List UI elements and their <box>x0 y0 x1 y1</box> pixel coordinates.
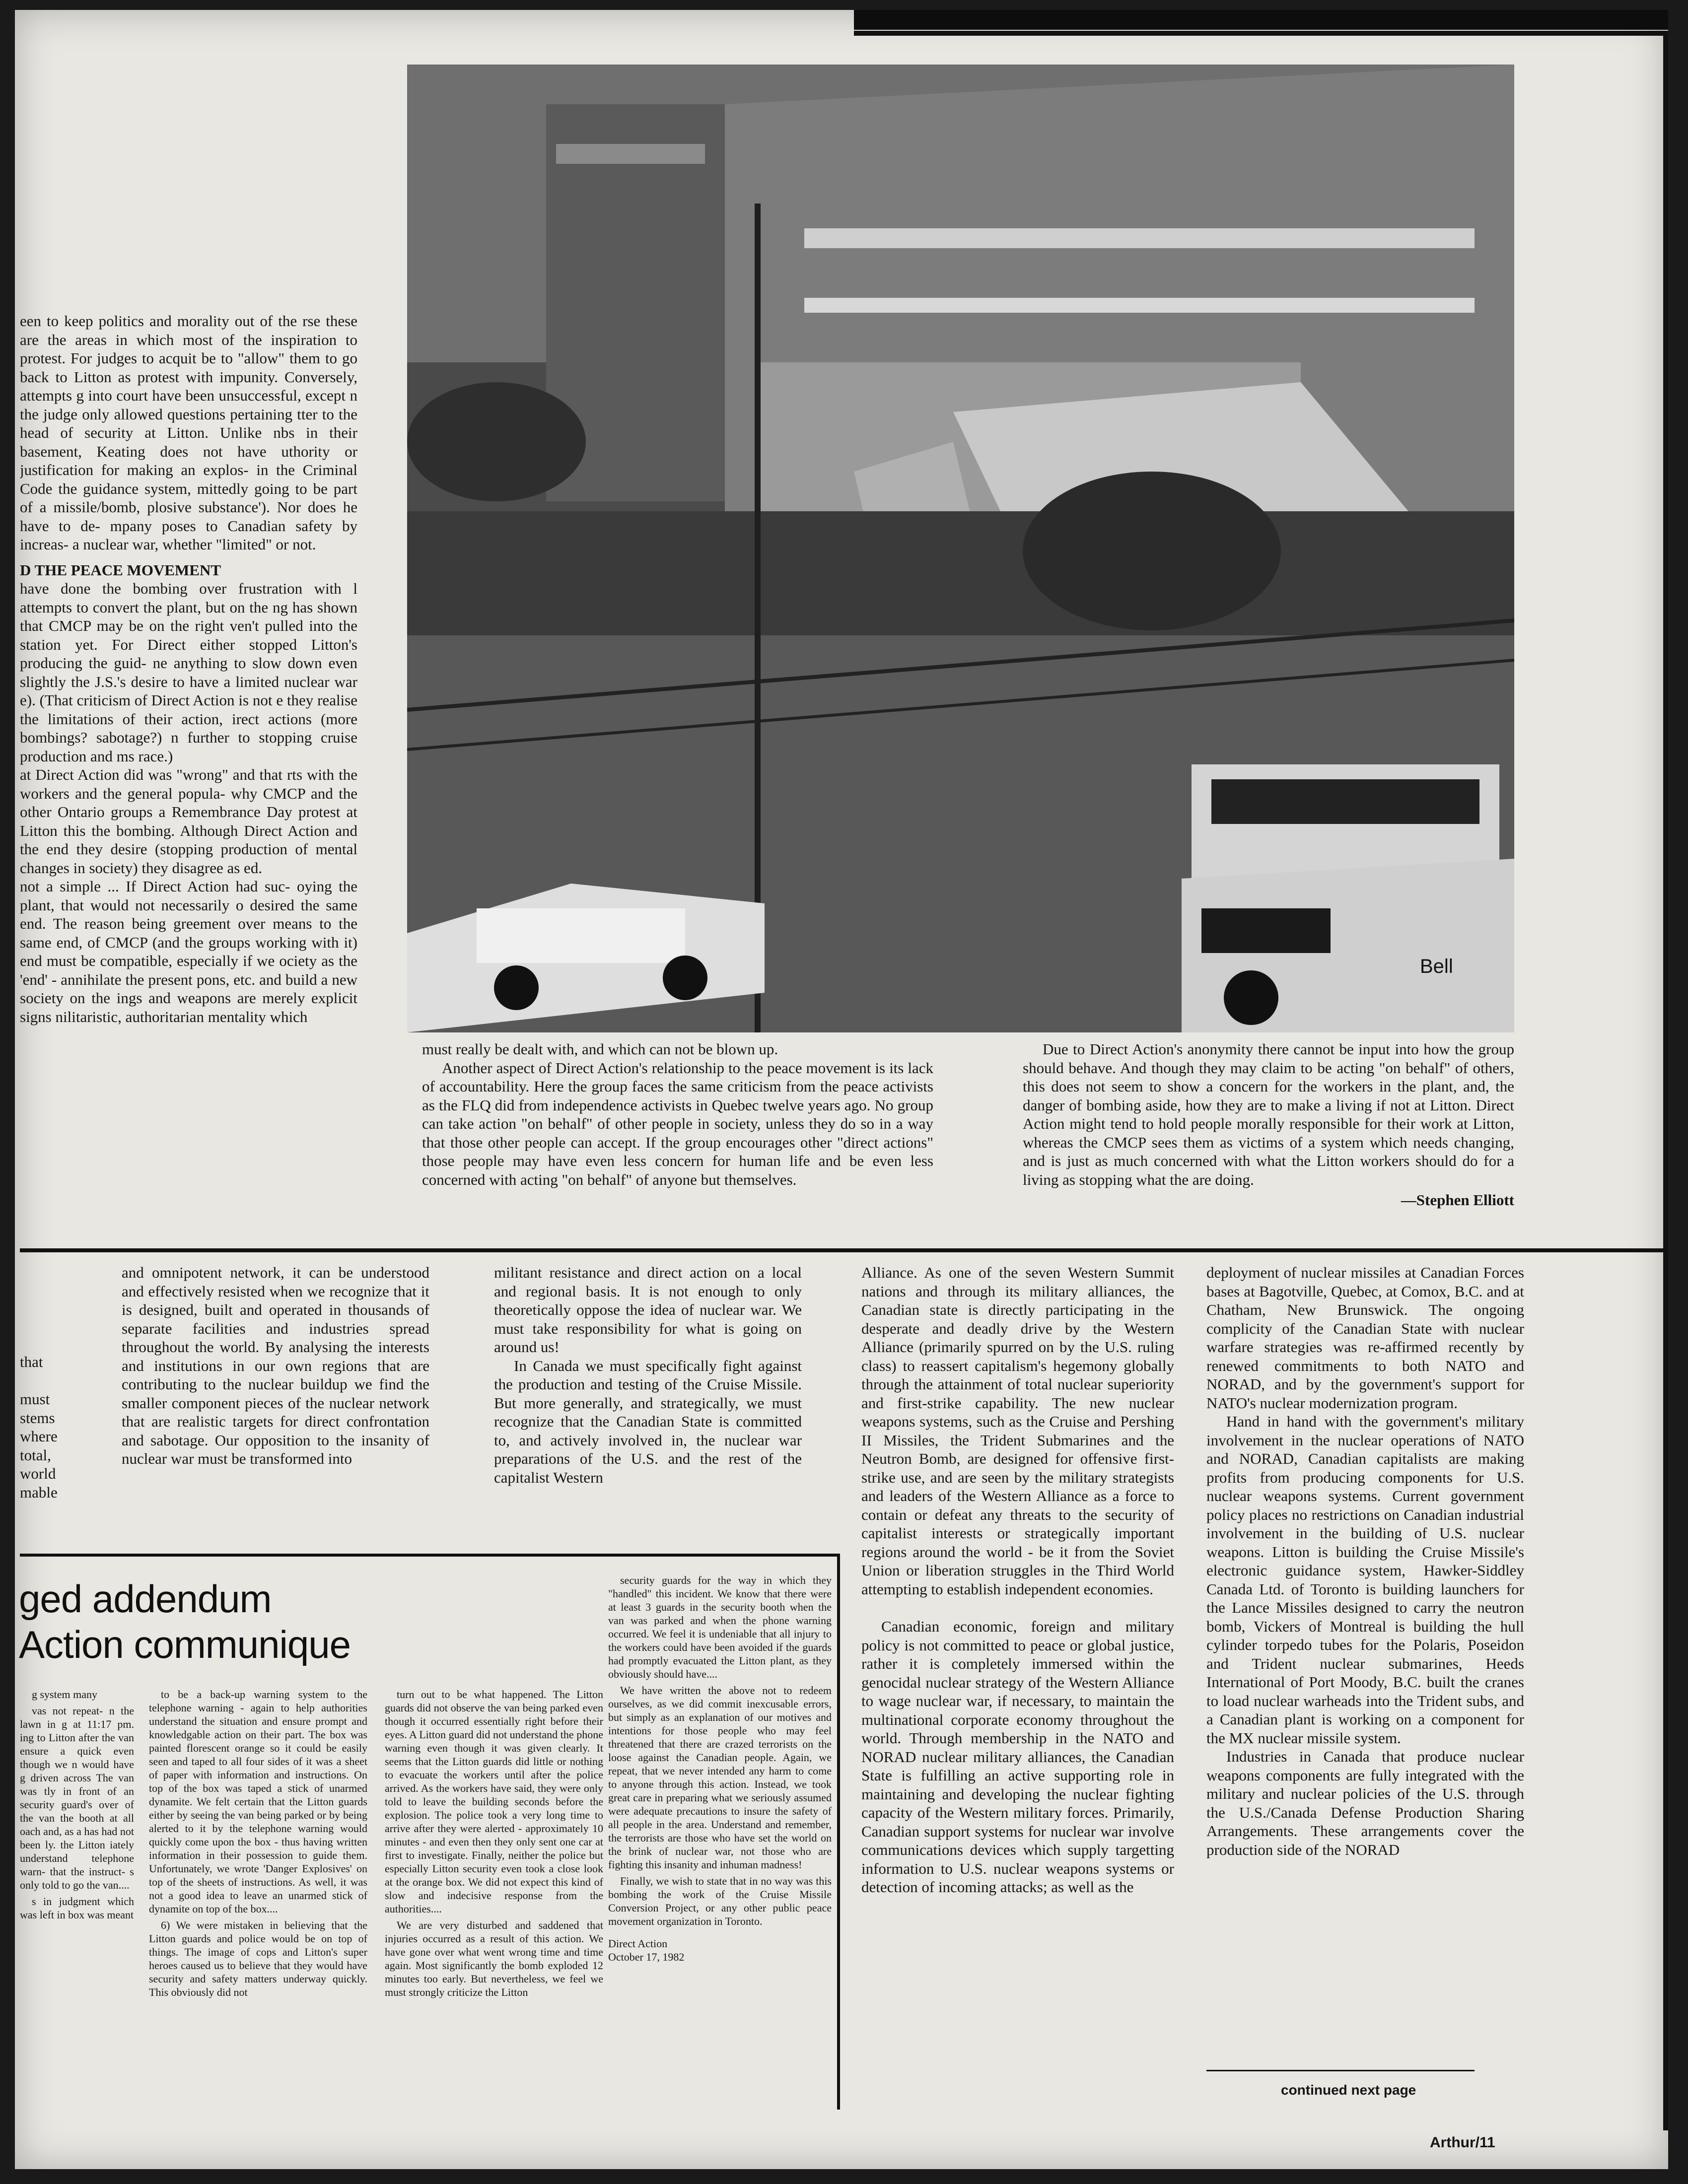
section-heading-peace-movement: D THE PEACE MOVEMENT <box>20 561 221 579</box>
addendum-column-3 <box>385 1688 603 2110</box>
left-paragraph-4: not a simple ... If Direct Action had suc- oying the plant, that would not necessarily o desired the same end. The reason being greement over means to the same end, of CMCP (and the groups working with it) end must be compatible, especially if we ociety as the 'end' - annihilate the present pons, etc. and build a new society on the ings and weapons are merely explicit signs nilitaristic, authoritarian mentality which <box>20 878 357 1025</box>
fragment-word: stems <box>20 1409 55 1427</box>
middle-paragraph-1: must really be dealt with, and which can not be blown up. <box>422 1040 778 1058</box>
addendum-signature: Direct Action October 17, 1982 <box>608 1937 685 1963</box>
article2-col3-paragraph-1: Alliance. As one of the seven Western Summit nations and through its military alliances, the Canadian state is directly participating in the desperate and deadly drive by the Western Alliance (primarily spurred on by the U.S. ruling class) to reassert capitalism's hegemony globally through the attainment of total nuclear superiority and first-strike capability. The new nuclear weapons systems, such as the Cruise and Pershing II Missiles, the Trident Submarines and the Neutron Bomb, are designed for offensive first-strike use, and are seen by the military strategists and leaders of the Western Alliance as a force to contain or defeat any threats to the security of capitalist interests or strategically important regions around the world - be it from the Soviet Union or liberation struggles in the Third World attempting to establish independent economies. <box>861 1264 1174 1598</box>
addendum-col1-text: g system many <box>32 1688 97 1701</box>
middle-paragraph-2: Another aspect of Direct Action's relationship to the peace movement is its lack of accountability. Here the group faces the same criticism from the peace activists as the FLQ did from independence activists in Quebec twelve years ago. No group can take action "on behalf" of other people in society, unless they do so in a way that those other people can accept. If the group encourages other "direct actions" those people may have even less concern for human life and be even less concerned with acting "on behalf" of anyone but themselves. <box>422 1059 933 1188</box>
addendum-col3-text: turn out to be what happened. The Litton guards did not observe the van being parked even though it occurred essentially right before their eyes. A Litton guard did not understand the phone warning even though it was given clearly. It seems that the Litton guards did little or nothing to evacuate the workers until after the police arrived. As the workers have said, they were only told to leave the building seconds before the explosion. The police took a very long time to arrive after they were alerted - approximately 10 minutes - and even then they only sent one car at first to investigate. Finally, neither the police but especially Litton security even took a close look at the orange box. We did not expect this kind of slow and indecisive response from the authorities.... <box>385 1688 603 1915</box>
addendum-col1-text: vas not repeat- n the lawn in g at 11:17 pm. ing to Litton after the van ensure a quick even though we n would have g driven across The van was tly in front of an security guard's over of the van the booth at all oach and, as a has had not been ly. the Litton iately understand telephone warn- that the instruct- s only told to go the van.... <box>20 1705 134 1891</box>
article2-column-3 <box>861 1263 1174 2090</box>
addendum-col2-text: 6) We were mistaken in believing that the Litton guards and police would be on top of things. The image of cops and Litton's super heroes caused us to believe that they would have security and safety matters underway quickly. This obviously did not <box>149 1919 367 1998</box>
addendum-col4-text: Finally, we wish to state that in no way was this bombing the work of the Cruise Missile Conversion Project, or any other public peace movement organization in Toronto. <box>608 1875 832 1927</box>
fragment-word <box>20 1371 104 1390</box>
article2-column-1 <box>122 1263 429 1551</box>
addendum-col4-text: We have written the above not to redeem ourselves, as we did commit inexcusable errors, but simply as an explanation of our motives and intentions for those people who may feel threatened that there are crazed terrorists on the loose against the Canadian people. Again, we repeat, that we never intended any harm to come to anyone through this action. Instead, we took great care in preparing what we seriously assumed were adequate precautions to insure the safety of all people in the area. Understand and remember, the terrorists are those who have set the world on the brink of nuclear war, not those who are fighting this insanity and inhuman madness! <box>608 1684 832 1871</box>
page-folio: Arthur/11 <box>1430 2134 1495 2151</box>
fragment-word: where <box>20 1428 58 1445</box>
fragment-word: must <box>20 1390 50 1408</box>
fragment-word: that <box>20 1353 43 1370</box>
addendum-right-rule <box>837 1554 840 2110</box>
left-fragment-column <box>20 1353 104 1502</box>
right-paragraph-1: Due to Direct Action's anonymity there cannot be input into how the group should behave. And though they may claim to be acting "on behalf" of others, this does not seem to show a concern for the workers in the plant, and, the danger of bombing aside, how they are to make a living if not at Litton. Direct Action might tend to hold people morally responsible for their work at Litton, whereas the CMCP sees them as victims of a system which needs changing, and is just as much concerned with what the Litton workers should do for a living as stopping what the are doing. <box>1023 1040 1514 1188</box>
addendum-col2-text: to be a back-up warning system to the telephone warning - again to help authorities understand the situation and ensure prompt and knowledgable action on their part. The box was painted florescent orange so it could be easily seen and taped to all four sides of it was a sheet of paper with information and instructions. On top of the box was taped a stick of unarmed dynamite. We felt certain that the Litton guards either by seeing the van being parked or by being alerted to it by the telephone warning would quickly come upon the box - thus having written information in their possession to guide them. Unfortunately, we wrote 'Danger Explosives' on top of the sheets of instructions. As well, it was not a good idea to leave an unarmed stick of dynamite on top of the box.... <box>149 1688 367 1915</box>
middle-article-column <box>422 1040 933 1248</box>
article2-col4-paragraph-1: deployment of nuclear missiles at Canadian Forces bases at Bagotville, Quebec, at Comox, B.C. and at Chatham, New Brunswick. The ongoing complicity of the Canadian State with nuclear warfare strategies was re-affirmed recently by renewed commitments to both NATO and NORAD, and by the government's support for NATO's nuclear modernization program. <box>1206 1264 1524 1412</box>
frame-right-rule <box>1663 31 1668 2130</box>
addendum-column-1 <box>20 1688 134 2110</box>
article2-column-2 <box>494 1263 802 1551</box>
article-separator-rule <box>20 1248 1668 1252</box>
addendum-title-line-2: Action communique <box>19 1623 351 1666</box>
fragment-word: mable <box>20 1483 58 1501</box>
left-article-column <box>20 312 357 1241</box>
addendum-col4-text: security guards for the way in which they "handled" this incident. We know that there were at least 3 guards in the security booth when the van was parked and when the phone warning occurred. We feel it is undeniable that all injury to the workers could have been avoided if the guards had promptly evacuated the Litton plant, as they obviously should have.... <box>608 1574 832 1680</box>
article2-col2-paragraph-1: militant resistance and direct action on a local and regional basis. It is not enough to only theoretically oppose the idea of nuclear war. We must take responsibility for what is going on around us! <box>494 1264 802 1356</box>
frame-top-rule <box>854 31 1668 36</box>
bombing-photo <box>407 65 1514 1032</box>
article2-col4-paragraph-2: Hand in hand with the government's military involvement in the nuclear operations of NATO and NORAD, Canadian capitalists are making profits from producing components for U.S. nuclear weapons systems. Current government policy places no restrictions on Canadian industrial involvement in the building of U.S. nuclear weapons. Litton is building the Cruise Missile's electronic guidance system, Hawker-Siddley Canada Ltd. of Toronto is building launchers for the Lance Missiles designed to carry the neutron bomb, Vickers of Montreal is building the hull cylinder torpedo tubes for the Polaris, Poseidon and Trident nuclear submarines, Heeds International of Port Moody, B.C. built the cranes to load nuclear warheads into the Trident subs, and a Canadian plant is working on a component for the MX nuclear missile system. <box>1206 1413 1524 1747</box>
continued-rule <box>1206 2070 1475 2071</box>
addendum-title <box>19 1576 565 1667</box>
left-paragraph-1: een to keep politics and morality out of the rse these are the areas in which most of the inspiration to protest. For judges to acquit be to "allow" them to go back to Litton as protest with impunity. Conversely, attempts g into court have been unsuccessful, except n the judge only allowed questions pertaining tter to the head of security at Litton. Unlike nbs in their basement, Keating does not have uthority or justification for making an explos- in the Criminal Code the guidance system, mittedly going to be part of a missile/bomb, plosive substance'). Nor does he have to de- mpany poses to Canadian safety by increas- a nuclear war, whether "limited" or not. <box>20 312 357 553</box>
addendum-col3-text: We are very disturbed and saddened that injuries occurred as a result of this action. We have gone over what went wrong time and time again. Most significantly the bomb exploded 12 minutes too early. But nevertheless, we feel we must strongly criticize the Litton <box>385 1919 603 1998</box>
article2-col2-paragraph-2: In Canada we must specifically fight against the production and testing of the Cruise Missile. But more generally, and strategically, we must recognize that the Canadian State is committed to, and actively involved in, the nuclear war preparations of the U.S. and the rest of the capitalist Western <box>494 1357 802 1486</box>
addendum-title-line-1: ged addendum <box>19 1577 272 1621</box>
article2-col4-paragraph-3: Industries in Canada that produce nuclear weapons components are fully integrated with the military and nuclear policies of the U.S. through the U.S./Canada Defense Production Sharing Arrangements. These arrangements cover the production side of the NORAD <box>1206 1748 1524 1858</box>
continued-next-page: continued next page <box>1281 2082 1416 2098</box>
photo-sign-text: Bell <box>1420 956 1453 977</box>
addendum-column-2 <box>149 1688 367 2110</box>
byline: —Stephen Elliott <box>1401 1191 1514 1209</box>
addendum-col1-text: s in judgment which was left in box was meant <box>20 1895 134 1921</box>
addendum-column-4 <box>608 1573 832 2110</box>
article2-col1-paragraph: and omnipotent network, it can be understood and effectively resisted when we recognize that it is designed, built and operated in thousands of separate facilities and industries spread throughout the world. By analysing the interests and institutions in our own regions that are contributing to the nuclear buildup we find the smaller component pieces of the nuclear network that are realistic targets for direct confrontation and sabotage. Our opposition to the insanity of nuclear war must be transformed into <box>122 1264 429 1467</box>
right-article-column <box>1023 1040 1514 1248</box>
article2-column-4 <box>1206 1263 1524 2065</box>
top-black-band <box>854 10 1668 30</box>
addendum-top-rule <box>20 1554 839 1557</box>
left-paragraph-2: have done the bombing over frustration with l attempts to convert the plant, but on the ng has shown that CMCP may be on the right ven't pulled into the station yet. For Direct either stopped Litton's producing the guid- ne anything to slow down even slightly the J.S.'s desire to have a limited nuclear war e). (That criticism of Direct Action is not e they realise the limitations of their action, irect actions (more bombings? sabotage?) n further to stopping cruise production and ms race.) <box>20 580 357 765</box>
fragment-word: world <box>20 1465 56 1482</box>
left-paragraph-3: at Direct Action did was "wrong" and that rts with the workers and the general popula- why CMCP and the other Ontario groups a Remembrance Day protest at Litton this the bombing. Although Direct Action and the end they desire (stopping production of mental changes in society) they disagree as ed. <box>20 766 357 877</box>
article2-col3-paragraph-2: Canadian economic, foreign and military policy is not committed to peace or global justice, rather it is completely immersed within the genocidal nuclear strategy of the Western Alliance to wage nuclear war, if necessary, to maintain the multinational corporate economy throughout the world. Through membership in the NATO and NORAD nuclear military alliances, the Canadian State is fulfilling an active supporting role in maintaining and developing the nuclear fighting capacity of the Western military forces. Primarily, Canadian support systems for nuclear war involve communications devices which supply targetting information to U.S. nuclear weapons systems or detection of incoming attacks; as well as the <box>861 1618 1174 1896</box>
fragment-word: total, <box>20 1446 51 1464</box>
